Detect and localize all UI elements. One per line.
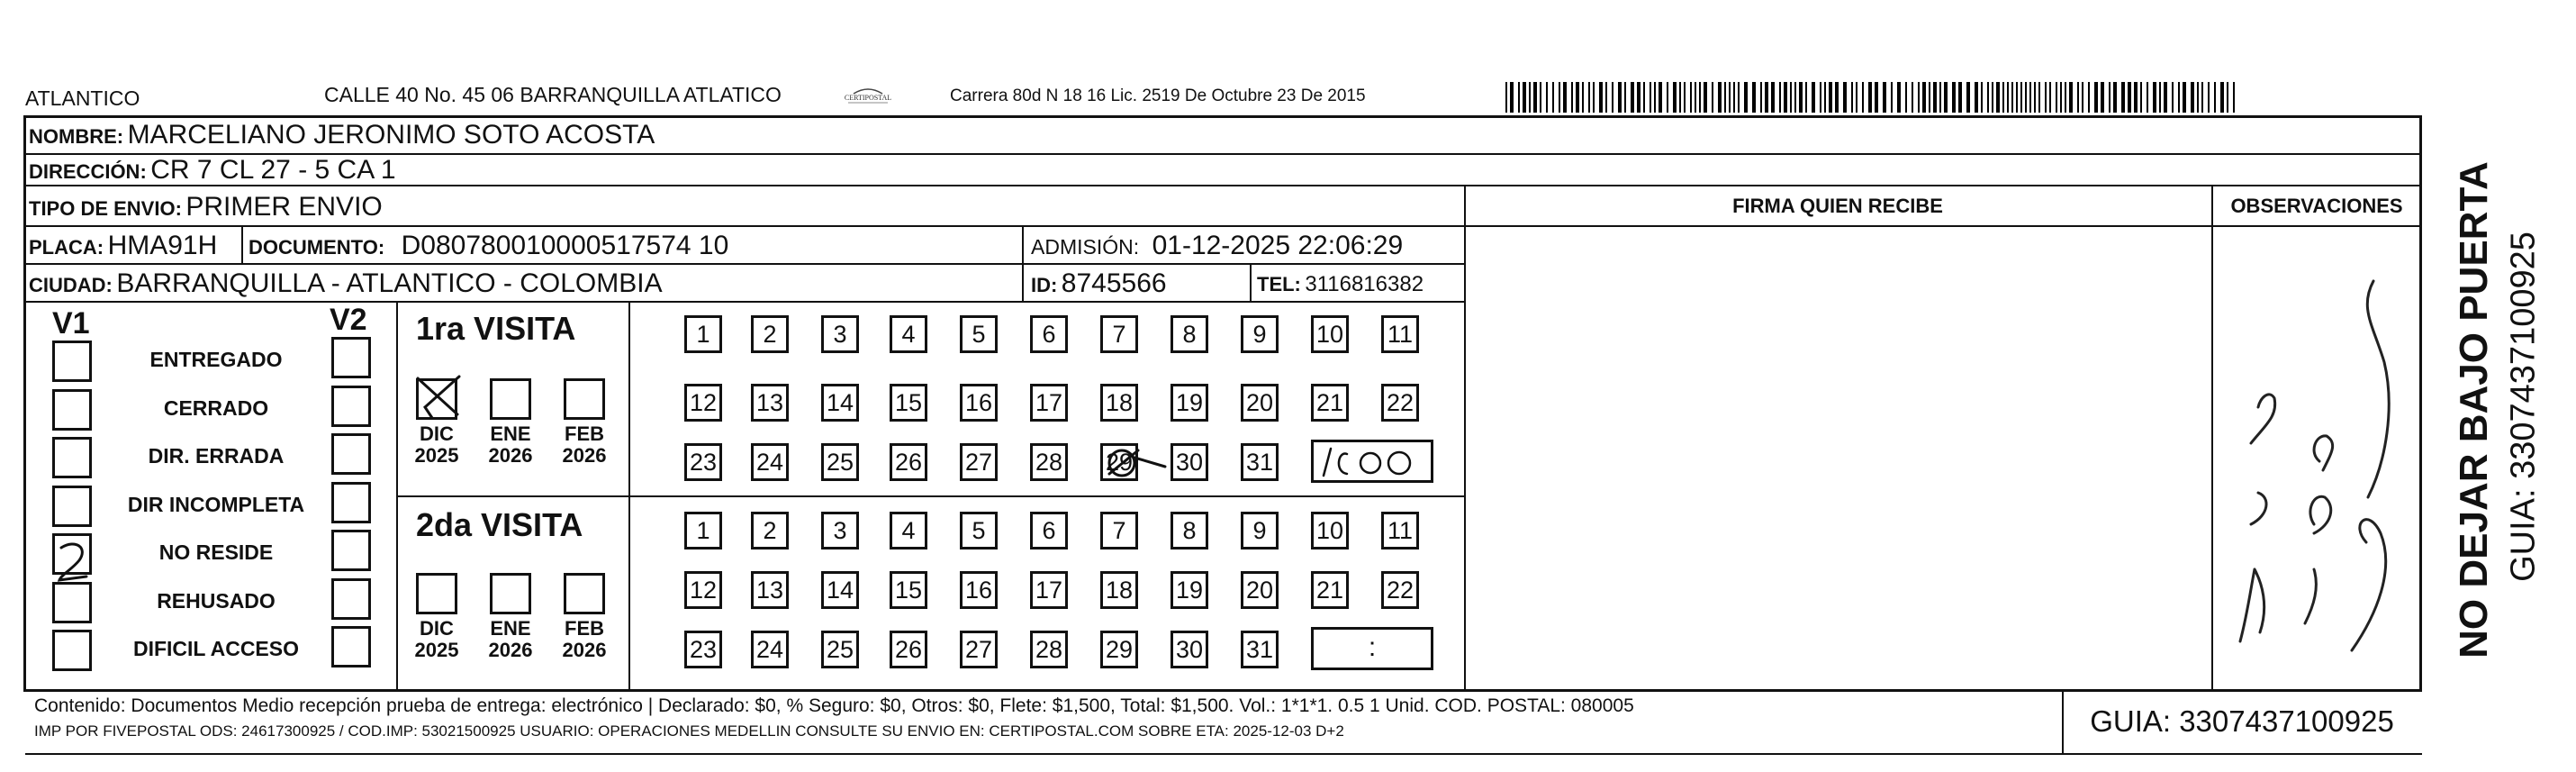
barcode-bar bbox=[1835, 82, 1839, 113]
placa-label: PLACA: bbox=[29, 236, 104, 259]
barcode-bar bbox=[1699, 82, 1701, 113]
barcode-bar bbox=[1883, 82, 1886, 113]
first-visit-day-7[interactable]: 7 bbox=[1100, 315, 1138, 353]
side-text bbox=[2429, 117, 2543, 694]
barcode-bar bbox=[2065, 82, 2066, 113]
barcode-bar bbox=[1612, 82, 1613, 113]
v1-checkbox-3[interactable] bbox=[52, 486, 92, 527]
barcode-bar bbox=[2029, 82, 2031, 113]
v2-checkbox-1[interactable] bbox=[331, 386, 371, 427]
signature-area[interactable] bbox=[1466, 227, 2210, 688]
month-year: 2026 bbox=[562, 639, 607, 661]
barcode-bar bbox=[2060, 82, 2062, 113]
first-visit-day-21[interactable]: 21 bbox=[1311, 384, 1349, 422]
placa-value: HMA91H bbox=[107, 231, 218, 260]
barcode-bar bbox=[1765, 82, 1768, 113]
logo-text: CERTIPOSTAL bbox=[844, 94, 892, 102]
first-visit-day-8[interactable]: 8 bbox=[1170, 315, 1208, 353]
barcode-bar bbox=[1518, 82, 1520, 113]
barcode-bar bbox=[1679, 82, 1681, 113]
barcode-bar bbox=[1779, 82, 1781, 113]
v2-checkbox-5[interactable] bbox=[331, 578, 371, 620]
barcode-bar bbox=[2016, 82, 2018, 113]
barcode-bar bbox=[1563, 82, 1567, 113]
barcode-bar bbox=[1593, 82, 1595, 113]
barcode-bar bbox=[1654, 82, 1656, 113]
barcode-bar bbox=[1952, 82, 1956, 113]
barcode-bar bbox=[1510, 82, 1514, 113]
second-visit-time-box[interactable]: : bbox=[1311, 627, 1433, 670]
barcode bbox=[1505, 82, 2242, 113]
barcode-bar bbox=[2077, 82, 2079, 113]
id-row bbox=[1031, 268, 1167, 299]
day29-mark bbox=[1097, 441, 1169, 486]
first-visit-day-15[interactable]: 15 bbox=[890, 384, 927, 422]
footer-guia: GUIA: 3307437100925 bbox=[2090, 704, 2394, 738]
barcode-bar bbox=[1643, 82, 1645, 113]
barcode-bar bbox=[1812, 82, 1815, 113]
barcode-bar bbox=[2049, 82, 2051, 113]
nombre-value: MARCELIANO JERONIMO SOTO ACOSTA bbox=[127, 120, 655, 150]
barcode-bar bbox=[2178, 82, 2180, 113]
month-label bbox=[557, 618, 611, 661]
barcode-bar bbox=[2128, 82, 2131, 113]
second-visit-day-21[interactable]: 21 bbox=[1311, 571, 1349, 609]
second-visit-day-23[interactable]: 23 bbox=[684, 631, 722, 668]
month-year: 2026 bbox=[488, 639, 533, 661]
second-visit-day-31[interactable]: 31 bbox=[1241, 631, 1279, 668]
barcode-bar bbox=[2034, 82, 2036, 113]
id-label: ID: bbox=[1031, 274, 1058, 296]
month-label bbox=[410, 618, 464, 661]
barcode-bar bbox=[2159, 82, 2161, 113]
first-visit-day-12[interactable]: 12 bbox=[684, 384, 722, 422]
first-visit-month-box[interactable] bbox=[564, 378, 605, 420]
month-label bbox=[557, 423, 611, 467]
first-visit-day-28[interactable]: 28 bbox=[1030, 443, 1068, 481]
barcode-bar bbox=[1760, 82, 1762, 113]
nombre-row bbox=[29, 120, 655, 150]
second-visit-day-4[interactable]: 4 bbox=[890, 512, 927, 549]
direccion-label: DIRECCIÓN: bbox=[29, 160, 147, 183]
first-visit-day-17[interactable]: 17 bbox=[1030, 384, 1068, 422]
barcode-bar bbox=[2233, 82, 2235, 113]
second-visit-day-24[interactable]: 24 bbox=[751, 631, 789, 668]
admision-label: ADMISIÓN: bbox=[1031, 235, 1140, 259]
nombre-label: NOMBRE: bbox=[29, 125, 124, 148]
first-visit-day-9[interactable]: 9 bbox=[1241, 315, 1279, 353]
second-visit-day-11[interactable]: 11 bbox=[1381, 512, 1419, 549]
barcode-bar bbox=[2197, 82, 2199, 113]
id-value: 8745566 bbox=[1061, 268, 1167, 298]
barcode-bar bbox=[1540, 82, 1541, 113]
barcode-bar bbox=[1738, 82, 1740, 113]
first-visit-day-11[interactable]: 11 bbox=[1381, 315, 1419, 353]
barcode-bar bbox=[1571, 82, 1573, 113]
tipo-row bbox=[29, 192, 383, 223]
v2-checkbox-4[interactable] bbox=[331, 530, 371, 571]
barcode-bar bbox=[1981, 82, 1983, 113]
footer-imp: IMP POR FIVEPOSTAL ODS: 24617300925 / COD.IMP: 53021500925 USUARIO: OPERACIONES MEDELLIN CONSULTE SU ENVIO EN: CERTIPOSTAL.COM SOBRE ETA: 2025-12-03 D+2 bbox=[34, 722, 1344, 740]
admision-row bbox=[1031, 231, 1403, 261]
first-visit-day-24[interactable]: 24 bbox=[751, 443, 789, 481]
barcode-bar bbox=[1744, 82, 1748, 113]
barcode-bar bbox=[2153, 82, 2156, 113]
v2-checkbox-6[interactable] bbox=[331, 626, 371, 668]
first-visit-day-5[interactable]: 5 bbox=[960, 315, 998, 353]
barcode-bar bbox=[2082, 82, 2083, 113]
tel-row bbox=[1257, 272, 1424, 297]
barcode-bar bbox=[2140, 82, 2142, 113]
month-name: DIC bbox=[420, 422, 454, 445]
barcode-bar bbox=[1875, 82, 1878, 113]
second-visit-day-20[interactable]: 20 bbox=[1241, 571, 1279, 609]
first-visit-day-3[interactable]: 3 bbox=[821, 315, 859, 353]
first-visit-day-29[interactable]: 29 bbox=[1100, 443, 1138, 481]
documento-row bbox=[249, 231, 728, 261]
first-visit-day-25[interactable]: 25 bbox=[821, 443, 859, 481]
first-visit-day-10[interactable]: 10 bbox=[1311, 315, 1349, 353]
barcode-bar bbox=[2227, 82, 2228, 113]
reason-label: DIR INCOMPLETA bbox=[127, 492, 305, 516]
v1-checkbox-0[interactable] bbox=[52, 341, 92, 382]
barcode-bar bbox=[1996, 82, 2000, 113]
barcode-bar bbox=[1790, 82, 1792, 113]
barcode-bar bbox=[1987, 82, 1989, 113]
barcode-bar bbox=[2045, 82, 2047, 113]
second-visit-day-25[interactable]: 25 bbox=[821, 631, 859, 668]
barcode-bar bbox=[1718, 82, 1722, 113]
barcode-bar bbox=[1856, 82, 1857, 113]
month-name: ENE bbox=[490, 422, 531, 445]
second-visit-month-box[interactable] bbox=[416, 573, 457, 614]
second-visit-day-26[interactable]: 26 bbox=[890, 631, 927, 668]
barcode-bar bbox=[1684, 82, 1686, 113]
barcode-bar bbox=[1695, 82, 1696, 113]
barcode-bar bbox=[1559, 82, 1560, 113]
tipo-value: PRIMER ENVIO bbox=[185, 192, 383, 222]
month-name: DIC bbox=[420, 617, 454, 640]
barcode-bar bbox=[1588, 82, 1590, 113]
firma-label: FIRMA QUIEN RECIBE bbox=[1732, 195, 1943, 217]
first-visit-day-19[interactable]: 19 bbox=[1170, 384, 1208, 422]
barcode-bar bbox=[1958, 82, 1962, 113]
first-visit-day-4[interactable]: 4 bbox=[890, 315, 927, 353]
barcode-bar bbox=[2088, 82, 2090, 113]
first-visit-day-6[interactable]: 6 bbox=[1030, 315, 1068, 353]
first-visit-day-2[interactable]: 2 bbox=[751, 315, 789, 353]
second-visit-day-19[interactable]: 19 bbox=[1170, 571, 1208, 609]
barcode-bar bbox=[2056, 82, 2057, 113]
tel-value: 3116816382 bbox=[1305, 272, 1424, 296]
barcode-bar bbox=[2113, 82, 2117, 113]
second-visit-day-22[interactable]: 22 bbox=[1381, 571, 1419, 609]
first-visit-day-18[interactable]: 18 bbox=[1100, 384, 1138, 422]
barcode-bar bbox=[1667, 82, 1668, 113]
barcode-bar bbox=[1805, 82, 1807, 113]
barcode-bar bbox=[1843, 82, 1847, 113]
admision-value: 01-12-2025 22:06:29 bbox=[1152, 231, 1404, 260]
barcode-bar bbox=[1618, 82, 1622, 113]
second-visit-day-12[interactable]: 12 bbox=[684, 571, 722, 609]
barcode-bar bbox=[1505, 82, 1507, 113]
second-visit-day-1[interactable]: 1 bbox=[684, 512, 722, 549]
barcode-bar bbox=[1631, 82, 1634, 113]
barcode-bar bbox=[1933, 82, 1937, 113]
barcode-bar bbox=[1690, 82, 1692, 113]
barcode-bar bbox=[2025, 82, 2027, 113]
month-name: ENE bbox=[490, 617, 531, 640]
barcode-bar bbox=[2011, 82, 2013, 113]
first-visit-day-20[interactable]: 20 bbox=[1241, 384, 1279, 422]
barcode-bar bbox=[1939, 82, 1941, 113]
barcode-bar bbox=[2007, 82, 2009, 113]
barcode-bar bbox=[2109, 82, 2111, 113]
ciudad-value: BARRANQUILLA - ATLANTICO - COLOMBIA bbox=[116, 268, 663, 298]
tel-label: TEL: bbox=[1257, 273, 1301, 295]
direccion-value: CR 7 CL 27 - 5 CA 1 bbox=[150, 155, 396, 185]
v1-checkbox-5[interactable] bbox=[52, 582, 92, 623]
reason-label: NO RESIDE bbox=[158, 540, 274, 564]
v1-label: V1 bbox=[52, 306, 90, 341]
region-label: ATLANTICO bbox=[25, 86, 140, 110]
observaciones-label: OBSERVACIONES bbox=[2230, 195, 2403, 217]
second-visit-day-10[interactable]: 10 bbox=[1311, 512, 1349, 549]
documento-label: DOCUMENTO: bbox=[249, 236, 385, 259]
barcode-bar bbox=[1546, 82, 1548, 113]
barcode-bar bbox=[1918, 82, 1920, 113]
first-visit-day-31[interactable]: 31 bbox=[1241, 443, 1279, 481]
v2-label: V2 bbox=[330, 303, 367, 337]
barcode-bar bbox=[2038, 82, 2040, 113]
second-visit-month-box[interactable] bbox=[564, 573, 605, 614]
barcode-bar bbox=[2214, 82, 2216, 113]
barcode-bar bbox=[1624, 82, 1626, 113]
barcode-bar bbox=[1712, 82, 1713, 113]
barcode-bar bbox=[2121, 82, 2125, 113]
barcode-bar bbox=[1794, 82, 1796, 113]
second-visit-day-17[interactable]: 17 bbox=[1030, 571, 1068, 609]
handwritten-time bbox=[1316, 441, 1428, 483]
month-year: 2025 bbox=[414, 444, 459, 467]
barcode-bar bbox=[1533, 82, 1537, 113]
second-visit-day-2[interactable]: 2 bbox=[751, 512, 789, 549]
barcode-bar bbox=[1659, 82, 1662, 113]
sender-address: CALLE 40 No. 45 06 BARRANQUILLA ATLATICO bbox=[324, 83, 782, 106]
barcode-bar bbox=[2208, 82, 2210, 113]
reason-label: DIR. ERRADA bbox=[148, 444, 285, 468]
first-visit-day-16[interactable]: 16 bbox=[960, 384, 998, 422]
barcode-bar bbox=[1637, 82, 1641, 113]
barcode-bar bbox=[1704, 82, 1707, 113]
first-visit-day-22[interactable]: 22 bbox=[1381, 384, 1419, 422]
month-label bbox=[484, 618, 538, 661]
barcode-bar bbox=[1820, 82, 1821, 113]
barcode-bar bbox=[1576, 82, 1579, 113]
second-visit-day-9[interactable]: 9 bbox=[1241, 512, 1279, 549]
first-visit-day-13[interactable]: 13 bbox=[751, 384, 789, 422]
barcode-bar bbox=[2183, 82, 2186, 113]
month-year: 2025 bbox=[414, 639, 459, 661]
first-visit-day-27[interactable]: 27 bbox=[960, 443, 998, 481]
barcode-bar bbox=[1729, 82, 1731, 113]
second-visit-day-7[interactable]: 7 bbox=[1100, 512, 1138, 549]
first-visit-day-23[interactable]: 23 bbox=[684, 443, 722, 481]
v1-mark bbox=[50, 537, 97, 584]
barcode-bar bbox=[2020, 82, 2022, 113]
second-visit-day-29[interactable]: 29 bbox=[1100, 631, 1138, 668]
reason-label: ENTREGADO bbox=[149, 348, 283, 371]
second-visit-day-28[interactable]: 28 bbox=[1030, 631, 1068, 668]
barcode-bar bbox=[2069, 82, 2073, 113]
barcode-bar bbox=[1905, 82, 1907, 113]
v1-checkbox-2[interactable] bbox=[52, 437, 92, 478]
barcode-bar bbox=[1897, 82, 1901, 113]
barcode-bar bbox=[1829, 82, 1832, 113]
barcode-bar bbox=[2101, 82, 2104, 113]
month-label bbox=[410, 423, 464, 467]
barcode-bar bbox=[1992, 82, 1993, 113]
barcode-bar bbox=[1784, 82, 1787, 113]
barcode-bar bbox=[1673, 82, 1677, 113]
barcode-bar bbox=[2220, 82, 2224, 113]
documento-value: D080780010000517574 10 bbox=[401, 231, 729, 260]
barcode-bar bbox=[2191, 82, 2194, 113]
tipo-label: TIPO DE ENVIO: bbox=[29, 197, 182, 220]
first-visit-day-26[interactable]: 26 bbox=[890, 443, 927, 481]
second-visit-day-27[interactable]: 27 bbox=[960, 631, 998, 668]
barcode-bar bbox=[1650, 82, 1651, 113]
barcode-bar bbox=[1605, 82, 1607, 113]
direccion-row bbox=[29, 155, 396, 186]
second-visit-day-8[interactable]: 8 bbox=[1170, 512, 1208, 549]
second-visit-day-15[interactable]: 15 bbox=[890, 571, 927, 609]
barcode-bar bbox=[1724, 82, 1726, 113]
barcode-bar bbox=[2201, 82, 2203, 113]
second-visit-day-3[interactable]: 3 bbox=[821, 512, 859, 549]
side-guia-text: GUIA: 3307437100925 bbox=[2504, 232, 2543, 582]
barcode-bar bbox=[1929, 82, 1930, 113]
v2-checkbox-0[interactable] bbox=[331, 337, 371, 378]
second-visit-day-5[interactable]: 5 bbox=[960, 512, 998, 549]
barcode-bar bbox=[1922, 82, 1926, 113]
v1-checkbox-6[interactable] bbox=[52, 630, 92, 671]
second-visit-day-6[interactable]: 6 bbox=[1030, 512, 1068, 549]
placa-row bbox=[29, 231, 217, 261]
barcode-bar bbox=[2134, 82, 2138, 113]
barcode-bar bbox=[1868, 82, 1872, 113]
second-visit-title: 2da VISITA bbox=[416, 506, 583, 543]
v2-checkbox-2[interactable] bbox=[331, 433, 371, 475]
barcode-bar bbox=[1799, 82, 1803, 113]
month-year: 2026 bbox=[562, 444, 607, 467]
first-visit-month-box[interactable] bbox=[490, 378, 531, 420]
barcode-bar bbox=[1523, 82, 1526, 113]
handwritten-observation bbox=[2215, 227, 2418, 688]
barcode-bar bbox=[1752, 82, 1756, 113]
barcode-bar bbox=[1824, 82, 1826, 113]
v2-checkbox-3[interactable] bbox=[331, 482, 371, 523]
barcode-bar bbox=[1599, 82, 1603, 113]
first-visit-title: 1ra VISITA bbox=[416, 310, 576, 347]
barcode-bar bbox=[1851, 82, 1853, 113]
barcode-bar bbox=[1862, 82, 1864, 113]
reason-label: CERRADO bbox=[163, 395, 269, 420]
dic-check-mark bbox=[412, 371, 466, 422]
barcode-bar bbox=[1912, 82, 1913, 113]
barcode-bar bbox=[1966, 82, 1970, 113]
barcode-bar bbox=[1582, 82, 1584, 113]
second-visit-day-16[interactable]: 16 bbox=[960, 571, 998, 609]
first-visit-day-30[interactable]: 30 bbox=[1170, 443, 1208, 481]
second-visit-day-18[interactable]: 18 bbox=[1100, 571, 1138, 609]
barcode-bar bbox=[1891, 82, 1893, 113]
barcode-bar bbox=[2172, 82, 2174, 113]
second-visit-month-box[interactable] bbox=[490, 573, 531, 614]
barcode-bar bbox=[2164, 82, 2167, 113]
license-text: Carrera 80d N 18 16 Lic. 2519 De Octubre 23 De 2015 bbox=[950, 86, 1366, 105]
reason-label: REHUSADO bbox=[157, 588, 276, 613]
month-name: FEB bbox=[565, 422, 604, 445]
barcode-bar bbox=[2147, 82, 2148, 113]
barcode-bar bbox=[1771, 82, 1775, 113]
barcode-bar bbox=[1944, 82, 1948, 113]
month-name: FEB bbox=[565, 617, 604, 640]
month-year: 2026 bbox=[488, 444, 533, 467]
month-label bbox=[484, 423, 538, 467]
barcode-bar bbox=[1529, 82, 1531, 113]
barcode-bar bbox=[2094, 82, 2098, 113]
barcode-bar bbox=[2002, 82, 2004, 113]
no-dejar-text: NO DEJAR BAJO PUERTA bbox=[2452, 161, 2496, 658]
first-visit-day-1[interactable]: 1 bbox=[684, 315, 722, 353]
barcode-bar bbox=[1733, 82, 1735, 113]
footer-contenido: Contenido: Documentos Medio recepción prueba de entrega: electrónico | Declarado: $0, % Seguro: $0, Otros: $0, Flete: $1,500, Total: $1,500. Vol.: 1*1*1. 0.5 1 Unid. COD. POSTAL: 080005 bbox=[34, 695, 1634, 716]
second-visit-day-14[interactable]: 14 bbox=[821, 571, 859, 609]
reason-label: DIFICIL ACCESO bbox=[132, 637, 299, 660]
second-visit-day-30[interactable]: 30 bbox=[1170, 631, 1208, 668]
barcode-bar bbox=[1975, 82, 1978, 113]
certipostal-logo bbox=[836, 85, 900, 106]
second-visit-day-13[interactable]: 13 bbox=[751, 571, 789, 609]
first-visit-day-14[interactable]: 14 bbox=[821, 384, 859, 422]
barcode-bar bbox=[1552, 82, 1554, 113]
v1-checkbox-1[interactable] bbox=[52, 389, 92, 431]
ciudad-row bbox=[29, 268, 663, 299]
ciudad-label: CIUDAD: bbox=[29, 274, 113, 296]
